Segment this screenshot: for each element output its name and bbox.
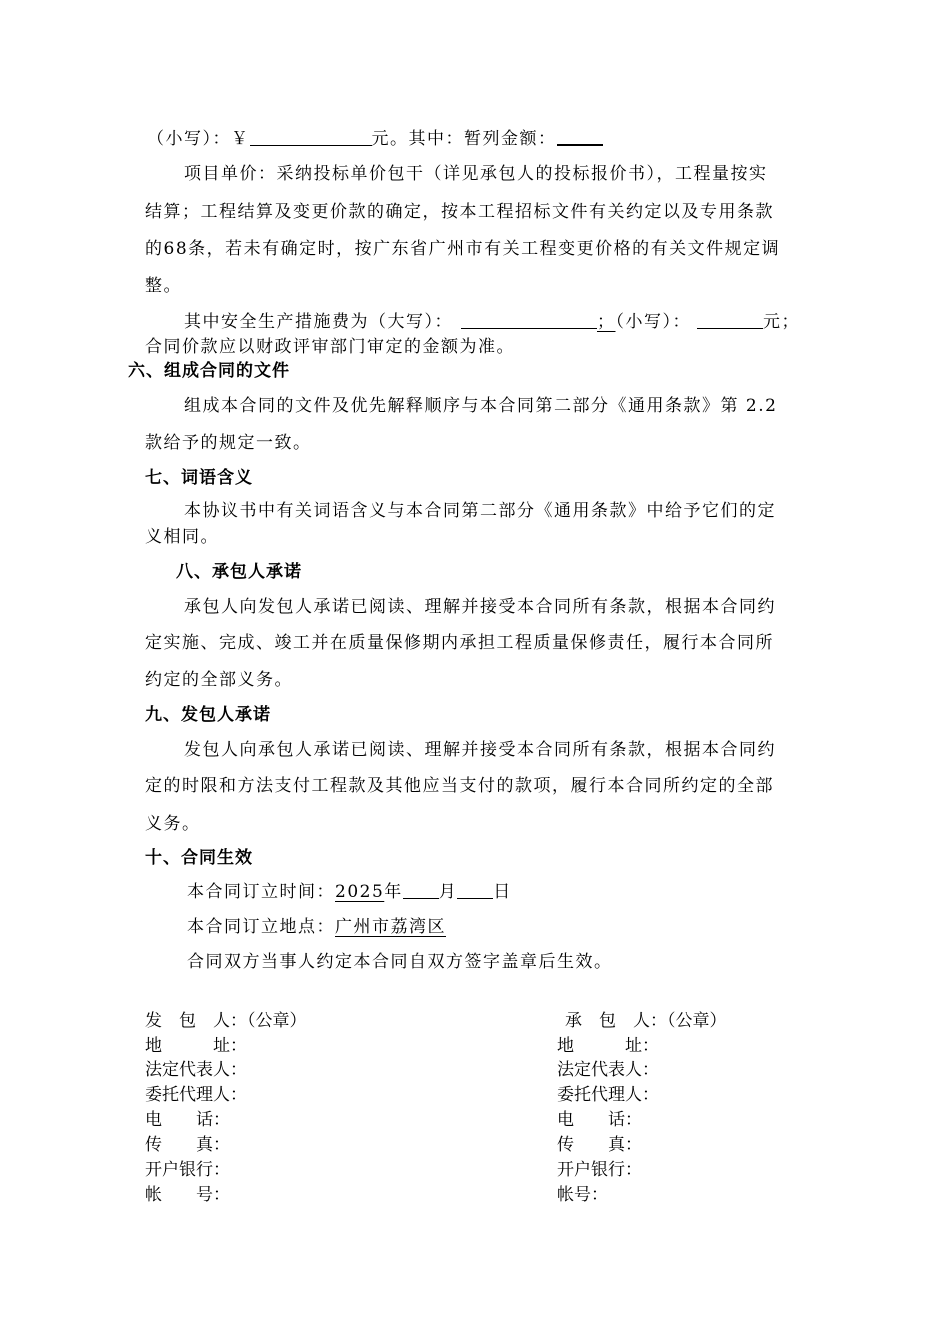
right-account: 帐号： — [557, 1185, 608, 1205]
left-bank: 开户银行： — [145, 1160, 230, 1180]
section-9-heading: 九、发包人承诺 — [145, 705, 271, 725]
unit-price-line-1: 项目单价：采纳投标单价包干（详见承包人的投标报价书），工程量按实 — [184, 164, 768, 184]
right-address: 地 址： — [557, 1036, 659, 1056]
provisional-sum-blank — [557, 127, 603, 146]
left-account: 帐 号： — [145, 1185, 230, 1205]
safety-fee-line-2: 合同价款应以财政评审部门审定的金额为准。 — [145, 337, 515, 357]
amount-middle: 元。其中：暂列金额： — [371, 129, 557, 149]
safety-fee-unit: 元； — [763, 312, 800, 332]
right-bank: 开户银行： — [557, 1160, 642, 1180]
signing-place: 广州市荔湾区 — [335, 917, 446, 937]
right-agent: 委托代理人： — [557, 1085, 659, 1105]
signing-place-label: 本合同订立地点： — [187, 917, 335, 937]
section-8-line-1: 承包人向发包人承诺已阅读、理解并接受本合同所有条款，根据本合同约 — [184, 597, 776, 617]
signing-date-line — [187, 881, 512, 903]
day-char: 日 — [493, 882, 512, 902]
year-char: 年 — [384, 882, 403, 902]
left-fax: 传 真： — [145, 1135, 230, 1155]
left-agent: 委托代理人： — [145, 1085, 247, 1105]
section-7-line-2: 义相同。 — [145, 527, 219, 547]
left-legal-rep: 法定代表人： — [145, 1060, 247, 1080]
section-7-line-1: 本协议书中有关词语含义与本合同第二部分《通用条款》中给予它们的定 — [184, 501, 776, 521]
section-8-line-3: 约定的全部义务。 — [145, 670, 293, 690]
unit-price-line-2: 结算；工程结算及变更价款的确定，按本工程招标文件有关约定以及专用条款 — [145, 202, 774, 222]
section-9-line-2: 定的时限和方法支付工程款及其他应当支付的款项，履行本合同所约定的全部 — [145, 776, 774, 796]
unit-price-line-4: 整。 — [145, 276, 182, 296]
month-blank — [403, 881, 439, 899]
signing-place-line — [187, 916, 446, 938]
right-phone: 电 话： — [557, 1110, 642, 1130]
right-fax: 传 真： — [557, 1135, 642, 1155]
safety-fee-line — [184, 311, 800, 333]
section-7-heading: 七、词语含义 — [145, 468, 253, 488]
left-party: 发 包 人：（公章） — [145, 1011, 307, 1031]
safety-fee-semicolon: ； — [597, 312, 616, 332]
month-char: 月 — [438, 882, 458, 902]
amount-blank — [250, 128, 372, 146]
section-10-heading: 十、合同生效 — [145, 848, 253, 868]
section-6-heading: 六、组成合同的文件 — [128, 361, 290, 381]
left-address: 地 址： — [145, 1036, 247, 1056]
safety-fee-capital-blank — [461, 311, 597, 329]
safety-fee-small-label: （小写）： — [615, 312, 691, 332]
signing-date-label: 本合同订立时间： — [187, 882, 335, 902]
day-blank — [457, 881, 493, 899]
amount-prefix: （小写）：￥ — [147, 129, 250, 149]
amount-line — [147, 127, 603, 150]
safety-fee-prefix: 其中安全生产措施费为（大写）： — [184, 312, 453, 332]
section-6-line-2: 款给予的规定一致。 — [145, 433, 312, 453]
effectiveness-line: 合同双方当事人约定本合同自双方签字盖章后生效。 — [187, 952, 613, 972]
section-9-line-3: 义务。 — [145, 814, 201, 834]
section-6-line-1: 组成本合同的文件及优先解释顺序与本合同第二部分《通用条款》第 2.2 — [184, 396, 778, 416]
right-party: 承 包 人：（公章） — [565, 1011, 727, 1031]
right-legal-rep: 法定代表人： — [557, 1060, 659, 1080]
safety-fee-small-blank — [697, 311, 763, 329]
left-phone: 电 话： — [145, 1110, 230, 1130]
signing-year: 2025 — [335, 882, 385, 902]
section-8-heading: 八、承包人承诺 — [176, 562, 302, 582]
unit-price-line-3: 的68条，若未有确定时，按广东省广州市有关工程变更价格的有关文件规定调 — [145, 239, 781, 259]
section-8-line-2: 定实施、完成、竣工并在质量保修期内承担工程质量保修责任，履行本合同所 — [145, 633, 774, 653]
section-9-line-1: 发包人向承包人承诺已阅读、理解并接受本合同所有条款，根据本合同约 — [184, 740, 776, 760]
